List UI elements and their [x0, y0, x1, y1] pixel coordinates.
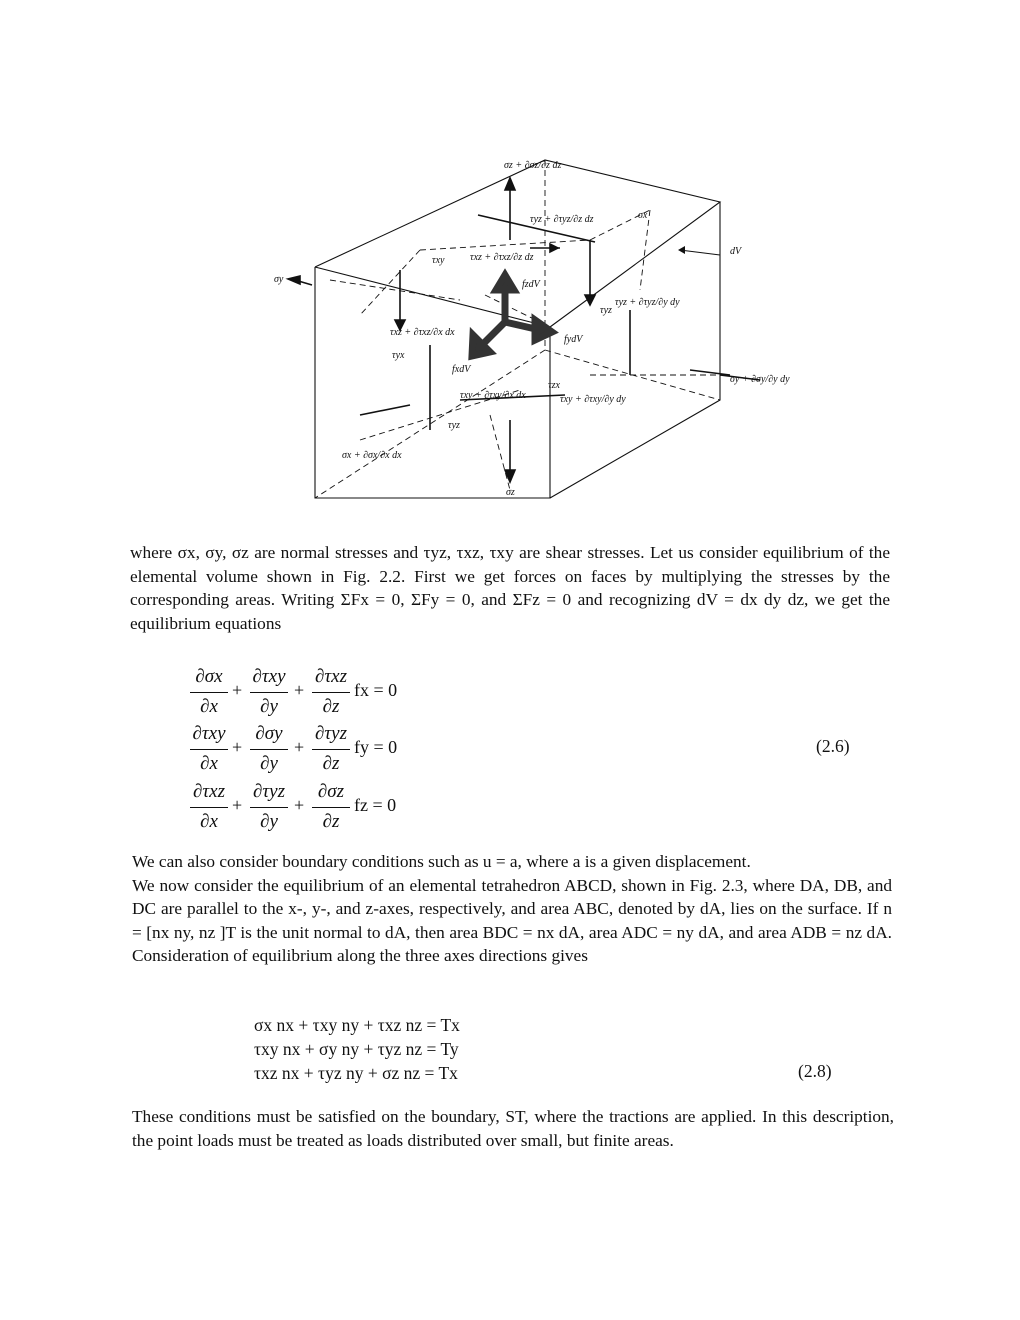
eq26-r1-d3: ∂z	[322, 696, 340, 717]
paragraph-conditions	[132, 1105, 894, 1152]
box-front-face	[315, 267, 550, 498]
label-txy: τxy	[432, 255, 445, 266]
eq28-line-3: τxz nx + τyz ny + σz nz = Tx	[254, 1063, 458, 1083]
eq26-r1-n3: ∂τxz	[314, 666, 348, 687]
label-tyz-b: τyz	[448, 420, 460, 431]
label-sz-bottom: σz	[506, 487, 515, 498]
label-sy-right: σy + ∂σy/∂y dy	[730, 374, 790, 385]
eq26-r2-tail: fy = 0	[354, 737, 398, 757]
eq26-r2-n2: ∂σy	[255, 723, 283, 744]
label-dV: dV	[730, 246, 742, 257]
eq26-r3-n1: ∂τxz	[192, 781, 226, 802]
paragraph-boundary	[132, 850, 892, 968]
eq26-r3-tail: fz = 0	[354, 795, 397, 815]
eq26-r3-d3: ∂z	[322, 811, 340, 832]
eq28-line-1: σx nx + τxy ny + τxz nz = Tx	[254, 1015, 460, 1035]
eq26-row-3: ∂τxz ∂x + ∂τyz ∂y + ∂σz ∂z fz = 0	[190, 780, 450, 840]
eq26-r2-d2: ∂y	[260, 753, 278, 774]
eq26-r2-d3: ∂z	[322, 753, 340, 774]
label-sx-bottom: σx + ∂σx/∂x dx	[342, 450, 402, 461]
stress-element-figure	[260, 130, 800, 510]
label-tzx: τzx	[548, 380, 560, 391]
eq26-row-2: ∂τxy ∂x + ∂σy ∂y + ∂τyz ∂z fy = 0	[190, 722, 450, 782]
eq26-r1-d1: ∂x	[200, 696, 218, 717]
label-tyz-rc: τyz	[600, 305, 612, 316]
label-tyx: τyx	[392, 350, 405, 361]
box-right-face	[550, 202, 720, 498]
eq26-r1-tail: fx = 0	[354, 680, 398, 700]
label-fx: fxdV	[452, 364, 471, 375]
label-fz: fzdV	[522, 279, 540, 290]
label-sy-left: σy	[274, 274, 284, 285]
label-tyz-top: τyz + ∂τyz/∂z dz	[530, 214, 594, 225]
label-fy: fydV	[564, 334, 583, 345]
eq26-r2-n1: ∂τxy	[192, 723, 226, 744]
label-txz-top: τxz + ∂τxz/∂z dz	[470, 252, 534, 263]
eq26-row-1: ∂σx ∂x + ∂τxy ∂y + ∂τxz ∂z fx = 0	[190, 665, 450, 725]
label-txy-bottom: τxy + ∂τxy/∂x dx	[460, 390, 526, 401]
label-sz-top: σz + ∂σz/∂z dz	[504, 160, 562, 171]
eq28-line-2: τxy nx + σy ny + τyz nz = Ty	[254, 1039, 459, 1059]
eq26-r3-d1: ∂x	[200, 811, 218, 832]
eq26-r3-n2: ∂τyz	[252, 781, 286, 802]
label-sx: σx	[638, 210, 648, 221]
eq26-r1-d2: ∂y	[260, 696, 278, 717]
label-txy-right: τxy + ∂τxy/∂y dy	[560, 394, 626, 405]
paragraph-stresses-text: where σx, σy, σz are normal stresses and τyz, τxz, τxy are shear stresses. Let us consider equilibrium of the elemental volume shown in Fig. 2.2. First we get forces on faces by multiplying the stresses by the corresponding areas. Writing ΣFx = 0, ΣFy = 0, and ΣFz = 0 and recognizing dV = dx dy dz, we get the equilibrium equations	[130, 543, 890, 633]
paragraph-tetrahedron-text: We now consider the equilibrium of an elemental tetrahedron ABCD, shown in Fig. 2.3, where DA, DB, and DC are parallel to the x-, y-, and z-axes, respectively, and area ABC, denoted by dA, lies on the surface. If n = [nx ny, nz ]T is the unit normal to dA, then area BDC = nx dA, area ADC = ny dA, and area ADB = nz dA. Consideration of equilibrium along the three axes directions gives	[132, 875, 892, 965]
eq28-number: (2.8)	[798, 1061, 832, 1081]
eq26-r1-n2: ∂τxy	[252, 666, 286, 687]
boundary-line: We can also consider boundary conditions such as u = a, where a is a given displacement.	[132, 852, 751, 871]
paragraph-stresses	[130, 541, 890, 635]
paragraph-conditions-text: These conditions must be satisfied on the boundary, ST, where the tractions are applied. In this description, the point loads must be treated as loads distributed over small, but finite areas.	[132, 1107, 894, 1150]
eq26-r3-n3: ∂σz	[317, 781, 345, 802]
label-txz-left: τxz + ∂τxz/∂x dx	[390, 327, 455, 338]
label-tyz-right: τyz + ∂τyz/∂y dy	[615, 297, 680, 308]
eq26-number: (2.6)	[816, 736, 850, 756]
eq26-r1-n1: ∂σx	[195, 666, 223, 687]
eq26-r2-d1: ∂x	[200, 753, 218, 774]
eq26-r2-n3: ∂τyz	[314, 723, 348, 744]
eq26-r3-d2: ∂y	[260, 811, 278, 832]
